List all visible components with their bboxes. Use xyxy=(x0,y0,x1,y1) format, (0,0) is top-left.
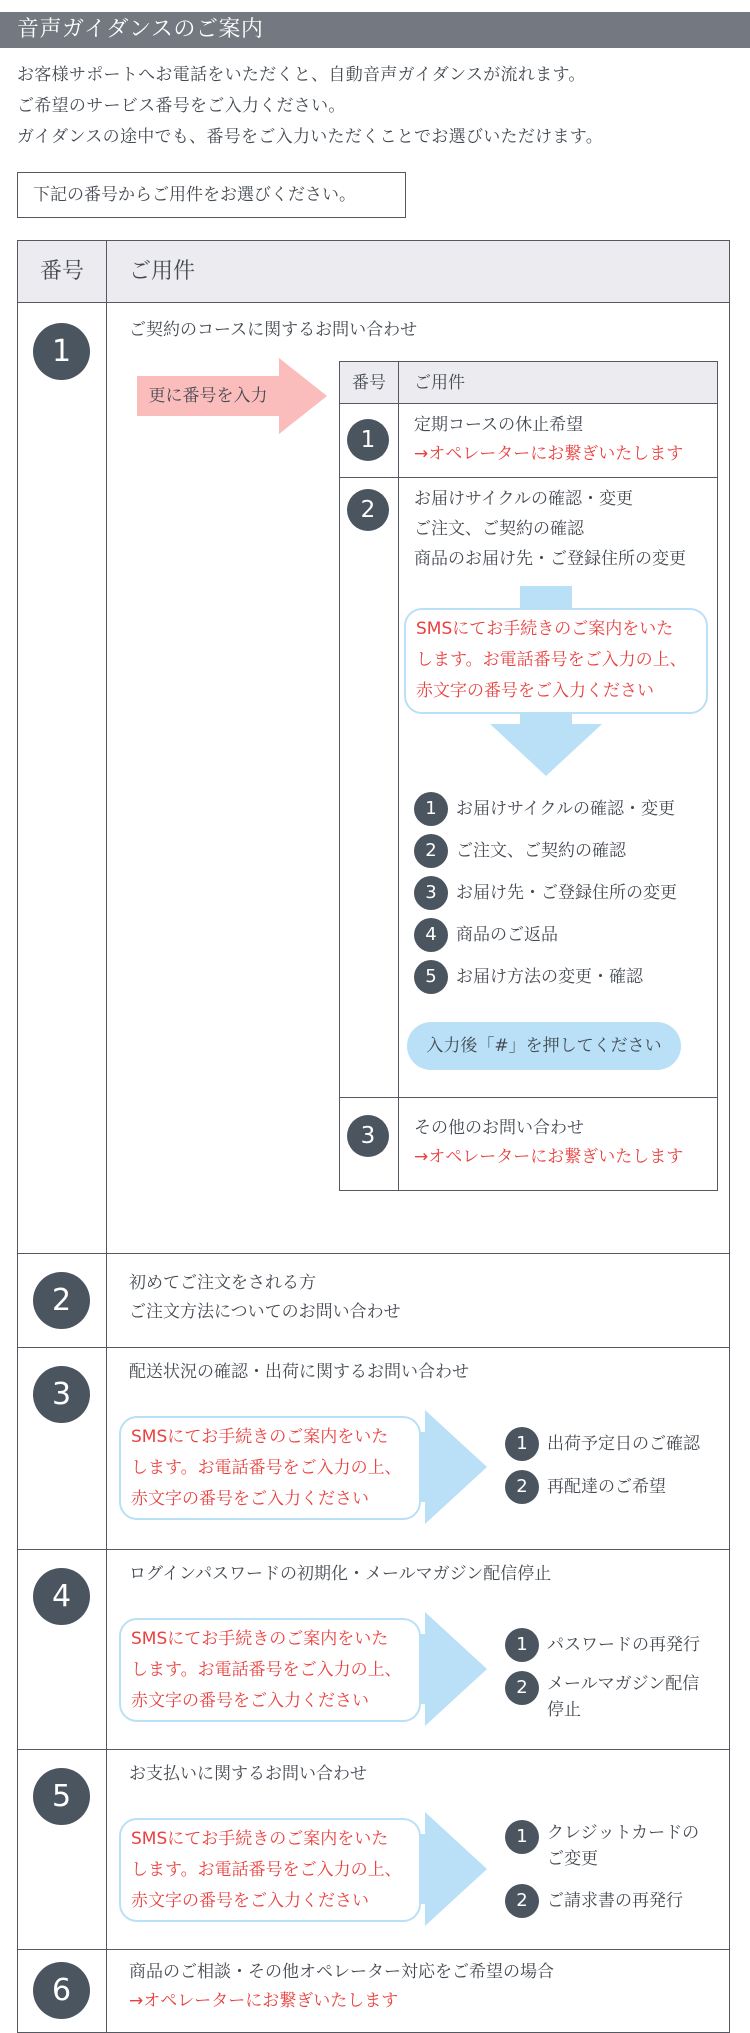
instruction-pill: 入力後「#」を押してください xyxy=(407,1022,681,1070)
option-list xyxy=(414,792,677,1002)
page-title: 音声ガイダンスのご案内 xyxy=(17,17,264,42)
list-item: 1 パスワードの再発行 xyxy=(505,1628,700,1662)
intro-text xyxy=(17,60,737,153)
row-title: ログインパスワードの初期化・メールマガジン配信停止 xyxy=(129,1564,552,1584)
list-item: 5 お届け方法の変更・確認 xyxy=(414,960,677,994)
row-text: ご注文方法についてのお問い合わせ xyxy=(129,1302,401,1322)
number-badge: 5 xyxy=(33,1768,90,1825)
table-row xyxy=(18,1348,729,1550)
list-item: 2 メールマガジン配信 停止 xyxy=(505,1671,700,1723)
option-list xyxy=(505,1427,700,1512)
number-badge: 2 xyxy=(33,1272,90,1329)
number-badge: 3 xyxy=(347,1115,389,1157)
table-row xyxy=(18,1254,729,1348)
page-header xyxy=(0,12,750,48)
intro-line: ご希望のサービス番号をご入力ください。 xyxy=(17,96,346,116)
sub-col-header-subject: ご用件 xyxy=(414,373,465,393)
number-badge: 6 xyxy=(33,1962,90,2019)
sub-table-header xyxy=(340,362,717,404)
sub-row-text: お届けサイクルの確認・変更 xyxy=(414,489,633,509)
sub-row-text: その他のお問い合わせ xyxy=(414,1118,584,1138)
arrow-label: 更に番号を入力 xyxy=(148,386,268,406)
sub-table-row xyxy=(340,404,717,478)
sub-table-row xyxy=(340,1098,717,1190)
table-row xyxy=(18,303,729,1254)
table-row xyxy=(18,1550,729,1750)
sub-row-text: 商品のお届け先・ご登録住所の変更 xyxy=(414,549,686,569)
number-badge: 3 xyxy=(33,1366,90,1423)
col-header-number: 番号 xyxy=(18,241,107,302)
list-item: 2 ご注文、ご契約の確認 xyxy=(414,834,677,868)
list-item: 2 ご請求書の再発行 xyxy=(505,1884,699,1918)
intro-line: ガイダンスの途中でも、番号をご入力いただくことでお選びいただけます。 xyxy=(17,127,603,147)
sub-row-text: 定期コースの休止希望 xyxy=(414,415,584,435)
col-header-subject: ご用件 xyxy=(129,259,196,284)
list-item: 3 お届け先・ご登録住所の変更 xyxy=(414,876,677,910)
sub-table-row xyxy=(340,478,717,1098)
operator-note: →オペレーターにお繋ぎいたします xyxy=(414,444,684,464)
sms-notice: SMSにてお手続きのご案内をいた します。お電話番号をご入力の上、 赤文字の番号をご入力ください xyxy=(119,1818,421,1922)
list-item: 2 再配達のご希望 xyxy=(505,1470,700,1504)
sub-col-header-number: 番号 xyxy=(340,362,399,403)
table-row xyxy=(18,1750,729,1950)
number-badge: 2 xyxy=(347,489,389,531)
sms-notice: SMSにてお手続きのご案内をいた します。お電話番号をご入力の上、 赤文字の番号をご入力ください xyxy=(119,1618,421,1722)
select-note-box: 下記の番号からご用件をお選びください。 xyxy=(17,172,406,218)
row-title: ご契約のコースに関するお問い合わせ xyxy=(129,320,418,340)
sub-table xyxy=(339,361,718,1191)
row-title: 配送状況の確認・出荷に関するお問い合わせ xyxy=(129,1362,469,1382)
list-item: 1 クレジットカードの ご変更 xyxy=(505,1820,699,1872)
sms-notice: SMSにてお手続きのご案内をいた します。お電話番号をご入力の上、 赤文字の番号をご入力ください xyxy=(404,608,708,714)
option-list xyxy=(505,1628,700,1731)
list-item: 1 お届けサイクルの確認・変更 xyxy=(414,792,677,826)
list-item: 4 商品のご返品 xyxy=(414,918,677,952)
operator-note: →オペレーターにお繋ぎいたします xyxy=(129,1991,399,2011)
number-badge: 4 xyxy=(33,1568,90,1625)
intro-line: お客様サポートへお電話をいただくと、自動音声ガイダンスが流れます。 xyxy=(17,65,586,85)
row-title: 商品のご相談・その他オペレーター対応をご希望の場合 xyxy=(129,1962,554,1982)
operator-note: →オペレーターにお繋ぎいたします xyxy=(414,1147,684,1167)
number-badge: 1 xyxy=(347,419,389,461)
row-title: お支払いに関するお問い合わせ xyxy=(129,1764,367,1784)
guidance-table xyxy=(17,240,730,2033)
sms-notice: SMSにてお手続きのご案内をいた します。お電話番号をご入力の上、 赤文字の番号をご入力ください xyxy=(119,1416,421,1520)
option-list xyxy=(505,1820,699,1926)
row-text: 初めてご注文をされる方 xyxy=(129,1273,316,1293)
sub-row-text: ご注文、ご契約の確認 xyxy=(414,519,584,539)
list-item: 1 出荷予定日のご確認 xyxy=(505,1427,700,1461)
number-badge: 1 xyxy=(33,323,90,380)
table-header xyxy=(18,241,729,303)
table-row xyxy=(18,1950,729,2032)
